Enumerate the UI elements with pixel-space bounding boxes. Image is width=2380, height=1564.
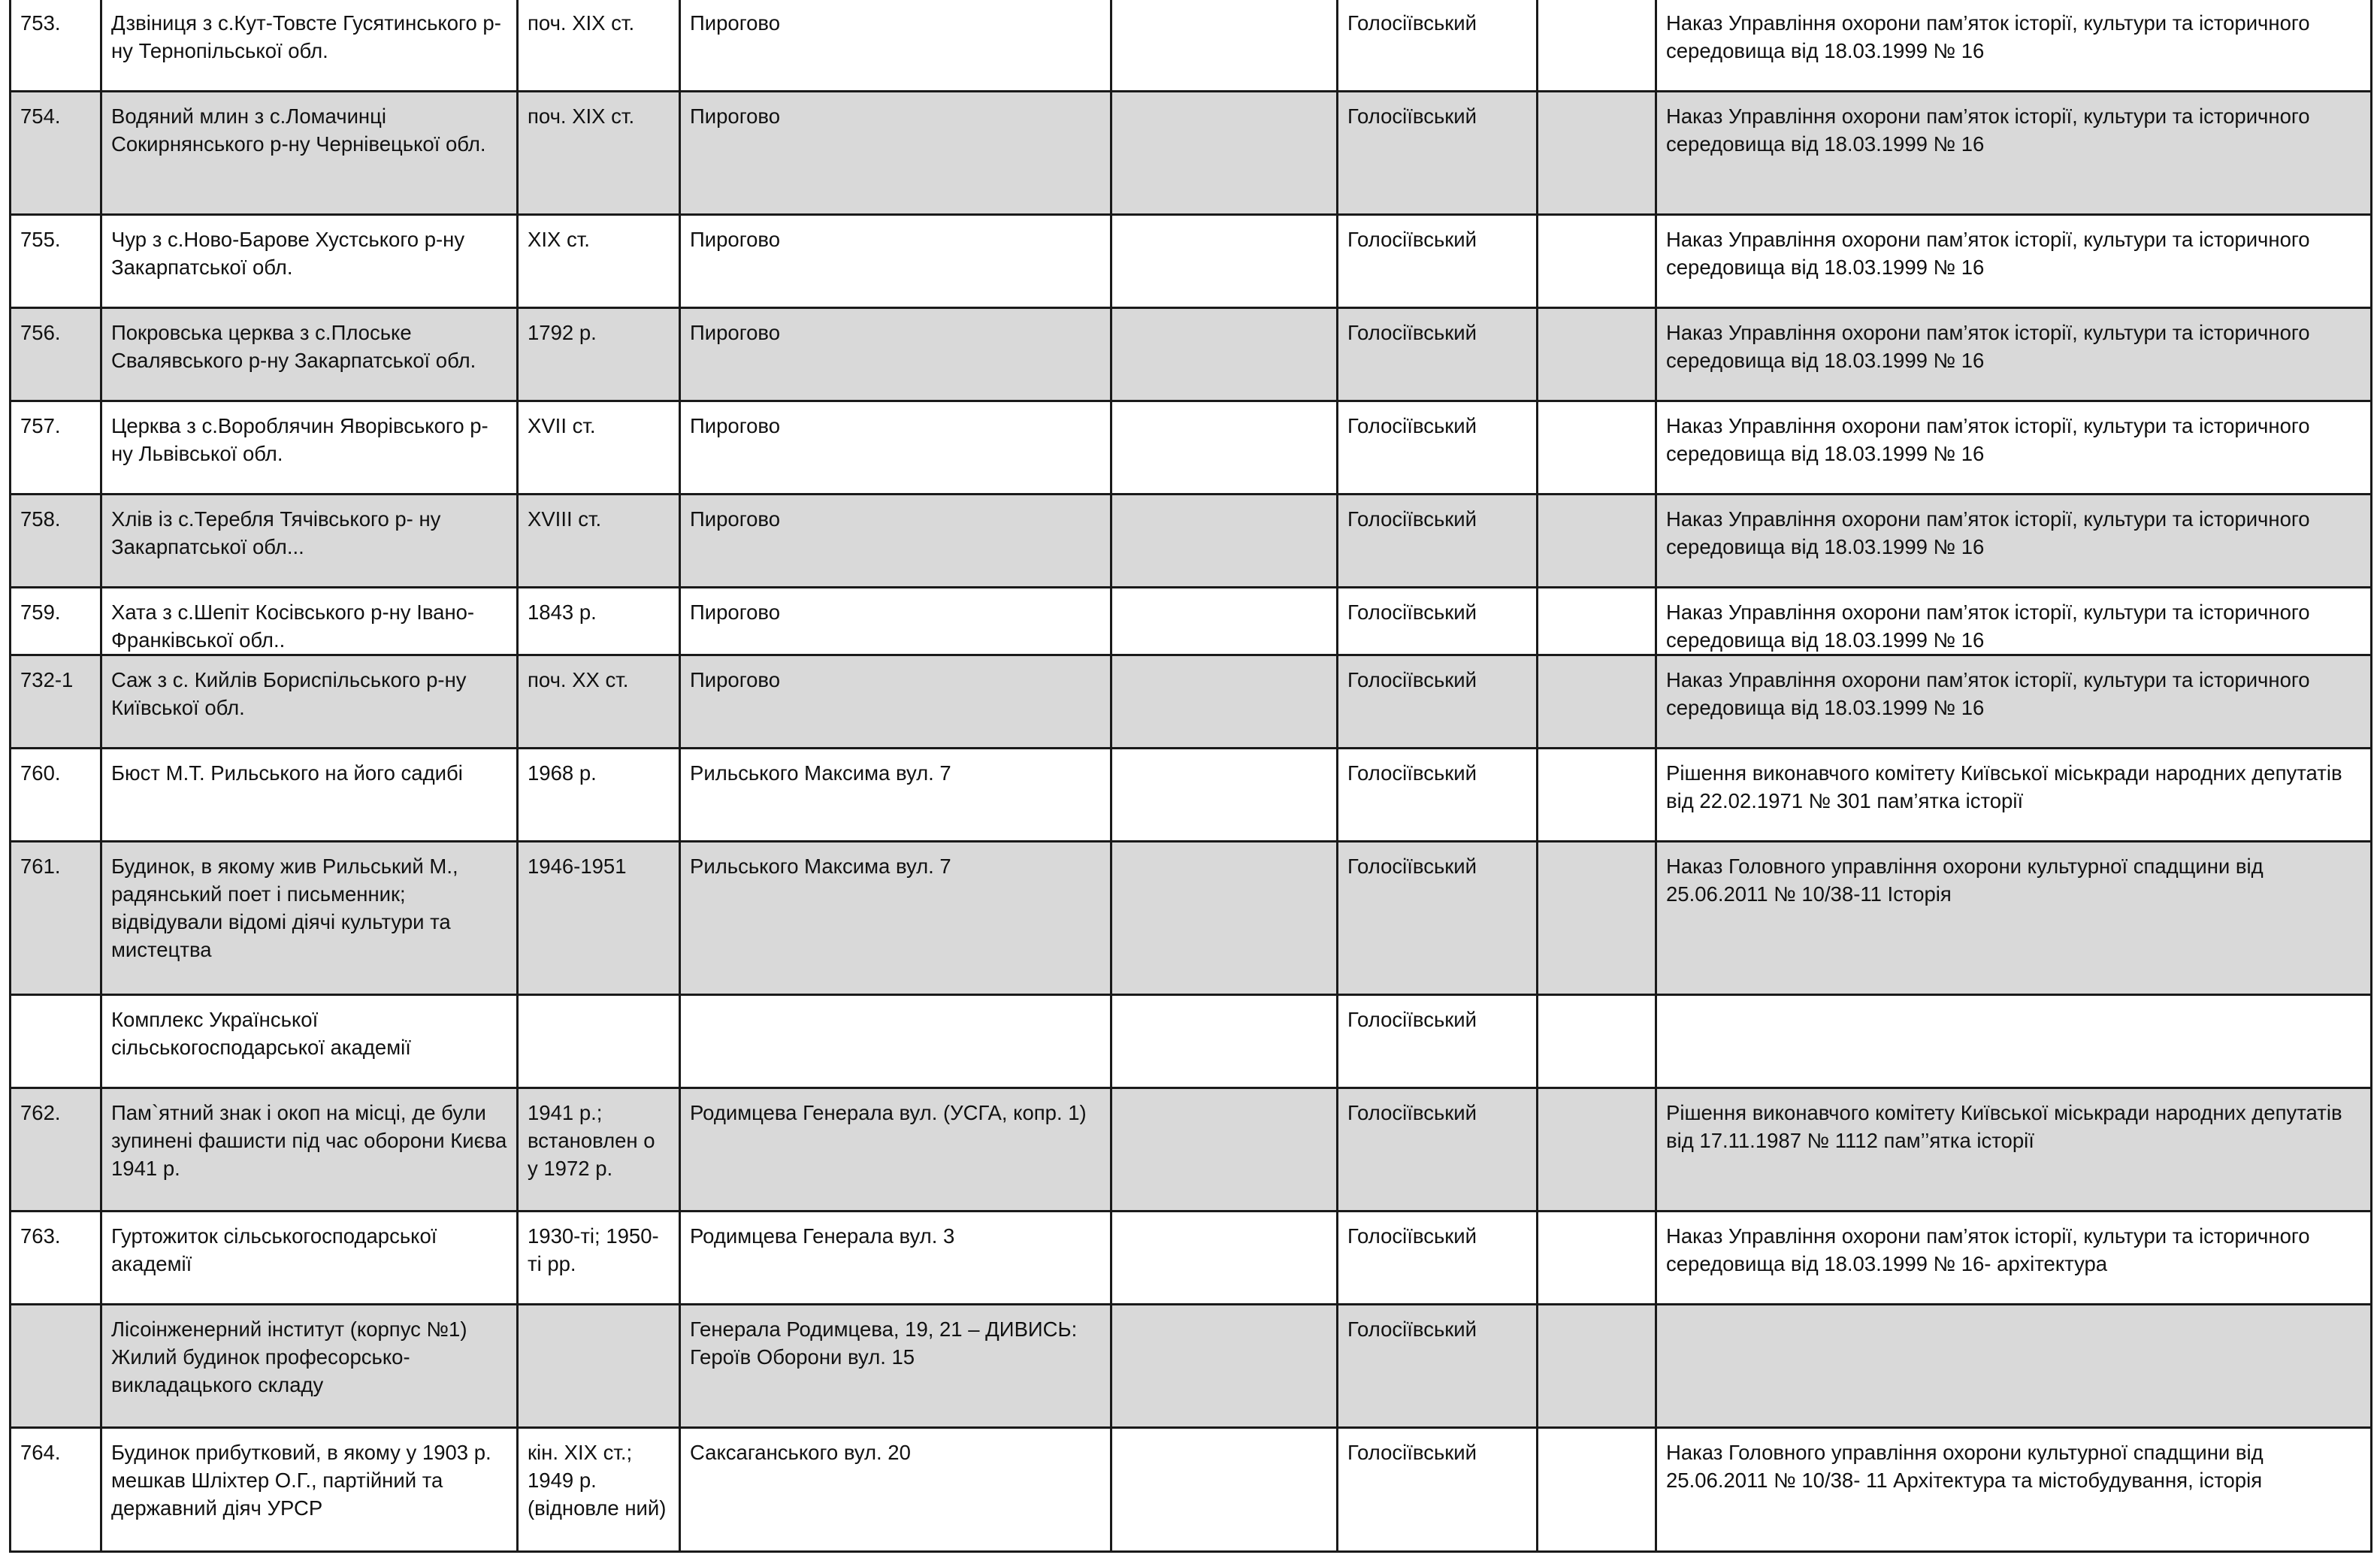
cell-document: Наказ Управління охорони пам’яток історії, культури та історичного середовища від 18.03.1999 № 16	[1656, 0, 2372, 92]
table-row	[11, 995, 2372, 1088]
cell-address: Саксаганського вул. 20	[680, 1428, 1111, 1552]
cell-number: 753.	[11, 0, 101, 92]
cell-empty-1	[1111, 1305, 1338, 1428]
cell-name: Лісоінженерний інститут (корпус №1) Жилий будинок професорсько-викладацького складу	[101, 1305, 518, 1428]
cell-date: кін. XIX ст.; 1949 р.(відновле ний)	[518, 1428, 680, 1552]
cell-empty-2	[1538, 749, 1656, 842]
cell-address: Генерала Родимцева, 19, 21 – ДИВИСЬ: Героїв Оборони вул. 15	[680, 1305, 1111, 1428]
table-row	[11, 308, 2372, 401]
cell-document: Наказ Управління охорони пам’яток історії, культури та історичного середовища від 18.03.1999 № 16	[1656, 308, 2372, 401]
cell-address: Родимцева Генерала вул. (УСГА, копр. 1)	[680, 1088, 1111, 1212]
cell-name: Пам`ятний знак і окоп на місці, де були зупинені фашисти під час оборони Києва 1941 р.	[101, 1088, 518, 1212]
table-row	[11, 842, 2372, 995]
cell-empty-1	[1111, 1428, 1338, 1552]
cell-district: Голосіївський	[1338, 655, 1538, 749]
table-row	[11, 0, 2372, 92]
cell-empty-1	[1111, 1212, 1338, 1305]
cell-date	[518, 995, 680, 1088]
cell-address: Рильського Максима вул. 7	[680, 842, 1111, 995]
cell-name: Хата з с.Шепіт Косівського р-ну Івано-Франківської обл..	[101, 588, 518, 655]
cell-document	[1656, 1305, 2372, 1428]
cell-empty-1	[1111, 0, 1338, 92]
cell-address: Пирогово	[680, 495, 1111, 588]
table-row	[11, 749, 2372, 842]
cell-district: Голосіївський	[1338, 842, 1538, 995]
cell-document: Наказ Управління охорони пам’яток історії, культури та історичного середовища від 18.03.1999 № 16- архітектура	[1656, 1212, 2372, 1305]
cell-address: Пирогово	[680, 215, 1111, 308]
cell-document: Наказ Управління охорони пам’яток історії, культури та історичного середовища від 18.03.1999 № 16	[1656, 655, 2372, 749]
table-row	[11, 655, 2372, 749]
cell-name: Бюст М.Т. Рильського на його садибі	[101, 749, 518, 842]
cell-empty-2	[1538, 1428, 1656, 1552]
cell-empty-1	[1111, 401, 1338, 495]
table-row	[11, 1088, 2372, 1212]
cell-district: Голосіївський	[1338, 495, 1538, 588]
cell-empty-1	[1111, 588, 1338, 655]
cell-district: Голосіївський	[1338, 308, 1538, 401]
cell-district: Голосіївський	[1338, 588, 1538, 655]
cell-empty-2	[1538, 1088, 1656, 1212]
cell-date: XVIII ст.	[518, 495, 680, 588]
cell-date: XIX ст.	[518, 215, 680, 308]
cell-number: 764.	[11, 1428, 101, 1552]
cell-number: 759.	[11, 588, 101, 655]
cell-date	[518, 1305, 680, 1428]
cell-name: Гуртожиток сільськогосподарської академії	[101, 1212, 518, 1305]
cell-name: Покровська церква з с.Плоське Свалявського р-ну Закарпатської обл.	[101, 308, 518, 401]
cell-empty-1	[1111, 92, 1338, 215]
cell-document: Наказ Управління охорони пам’яток історії, культури та історичного середовища від 18.03.1999 № 16	[1656, 588, 2372, 655]
cell-document: Наказ Головного управління охорони культурної спадщини від 25.06.2011 № 10/38-11 Історія	[1656, 842, 2372, 995]
cell-district: Голосіївський	[1338, 401, 1538, 495]
cell-empty-2	[1538, 308, 1656, 401]
cell-name: Хлів із с.Теребля Тячівського р- ну Закарпатської обл...	[101, 495, 518, 588]
table-row	[11, 588, 2372, 655]
cell-empty-1	[1111, 995, 1338, 1088]
cell-document: Наказ Головного управління охорони культурної спадщини від 25.06.2011 № 10/38- 11 Архітектура та містобудування, історія	[1656, 1428, 2372, 1552]
cell-empty-2	[1538, 0, 1656, 92]
cell-empty-2	[1538, 215, 1656, 308]
cell-date: XVII ст.	[518, 401, 680, 495]
table-row	[11, 401, 2372, 495]
cell-empty-2	[1538, 92, 1656, 215]
monuments-table	[9, 0, 2372, 1553]
cell-address	[680, 995, 1111, 1088]
cell-name: Водяний млин з с.Ломачинці Сокирнянського р-ну Чернівецької обл.	[101, 92, 518, 215]
cell-address: Рильського Максима вул. 7	[680, 749, 1111, 842]
cell-number: 755.	[11, 215, 101, 308]
cell-date: 1941 р.; встановлен о у 1972 р.	[518, 1088, 680, 1212]
cell-document	[1656, 995, 2372, 1088]
cell-address: Родимцева Генерала вул. 3	[680, 1212, 1111, 1305]
cell-address: Пирогово	[680, 92, 1111, 215]
cell-date: поч. XX ст.	[518, 655, 680, 749]
table-body	[11, 0, 2372, 1552]
cell-district: Голосіївський	[1338, 92, 1538, 215]
cell-empty-1	[1111, 495, 1338, 588]
cell-empty-1	[1111, 308, 1338, 401]
table-row	[11, 215, 2372, 308]
cell-empty-2	[1538, 1212, 1656, 1305]
cell-empty-2	[1538, 495, 1656, 588]
cell-document: Рішення виконавчого комітету Київської міськради народних депутатів від 17.11.1987 № 1112 пам’’ятка історії	[1656, 1088, 2372, 1212]
table-row	[11, 1305, 2372, 1428]
cell-address: Пирогово	[680, 401, 1111, 495]
table-row	[11, 1428, 2372, 1552]
cell-empty-1	[1111, 1088, 1338, 1212]
table-row	[11, 92, 2372, 215]
cell-address: Пирогово	[680, 655, 1111, 749]
cell-number: 758.	[11, 495, 101, 588]
cell-date: поч. XIX ст.	[518, 0, 680, 92]
cell-district: Голосіївський	[1338, 1088, 1538, 1212]
cell-name: Церква з с.Вороблячин Яворівського р-ну Львівської обл.	[101, 401, 518, 495]
cell-date: 1946-1951	[518, 842, 680, 995]
cell-number: 754.	[11, 92, 101, 215]
cell-number: 760.	[11, 749, 101, 842]
cell-district: Голосіївський	[1338, 215, 1538, 308]
cell-number: 732-1	[11, 655, 101, 749]
cell-address: Пирогово	[680, 588, 1111, 655]
cell-number: 761.	[11, 842, 101, 995]
cell-empty-2	[1538, 401, 1656, 495]
cell-empty-2	[1538, 842, 1656, 995]
cell-name: Чур з с.Ново-Барове Хустського р-ну Закарпатської обл.	[101, 215, 518, 308]
cell-number	[11, 1305, 101, 1428]
cell-address: Пирогово	[680, 0, 1111, 92]
cell-number: 757.	[11, 401, 101, 495]
cell-district: Голосіївський	[1338, 1428, 1538, 1552]
cell-number	[11, 995, 101, 1088]
cell-document: Наказ Управління охорони пам’яток історії, культури та історичного середовища від 18.03.1999 № 16	[1656, 495, 2372, 588]
cell-number: 763.	[11, 1212, 101, 1305]
cell-empty-2	[1538, 655, 1656, 749]
cell-empty-2	[1538, 995, 1656, 1088]
cell-district: Голосіївський	[1338, 995, 1538, 1088]
cell-empty-2	[1538, 588, 1656, 655]
cell-document: Наказ Управління охорони пам’яток історії, культури та історичного середовища від 18.03.1999 № 16	[1656, 401, 2372, 495]
cell-empty-1	[1111, 215, 1338, 308]
cell-name: Саж з с. Кийлів Бориспільського р-ну Київської обл.	[101, 655, 518, 749]
cell-district: Голосіївський	[1338, 0, 1538, 92]
cell-empty-1	[1111, 655, 1338, 749]
cell-document: Наказ Управління охорони пам’яток історії, культури та історичного середовища від 18.03.1999 № 16	[1656, 215, 2372, 308]
cell-name: Будинок прибутковий, в якому у 1903 р. мешкав Шліхтер О.Г., партійний та державний діяч УРСР	[101, 1428, 518, 1552]
cell-district: Голосіївський	[1338, 1305, 1538, 1428]
cell-number: 762.	[11, 1088, 101, 1212]
cell-empty-2	[1538, 1305, 1656, 1428]
cell-district: Голосіївський	[1338, 749, 1538, 842]
cell-date: 1930-ті; 1950-ті рр.	[518, 1212, 680, 1305]
cell-document: Наказ Управління охорони пам’яток історії, культури та історичного середовища від 18.03.1999 № 16	[1656, 92, 2372, 215]
cell-empty-1	[1111, 842, 1338, 995]
cell-name: Комплекс Української сільськогосподарської академії	[101, 995, 518, 1088]
cell-empty-1	[1111, 749, 1338, 842]
cell-date: поч. XIX ст.	[518, 92, 680, 215]
cell-date: 1968 р.	[518, 749, 680, 842]
cell-document: Рішення виконавчого комітету Київської міськради народних депутатів від 22.02.1971 № 301 пам’ятка історії	[1656, 749, 2372, 842]
table-row	[11, 1212, 2372, 1305]
cell-district: Голосіївський	[1338, 1212, 1538, 1305]
cell-number: 756.	[11, 308, 101, 401]
cell-address: Пирогово	[680, 308, 1111, 401]
cell-date: 1792 р.	[518, 308, 680, 401]
cell-date: 1843 р.	[518, 588, 680, 655]
cell-name: Дзвіниця з с.Кут-Товсте Гусятинського р-ну Тернопільської обл.	[101, 0, 518, 92]
table-row	[11, 495, 2372, 588]
cell-name: Будинок, в якому жив Рильський М., радянський поет і письменник; відвідували відомі діячі культури та мистецтва	[101, 842, 518, 995]
